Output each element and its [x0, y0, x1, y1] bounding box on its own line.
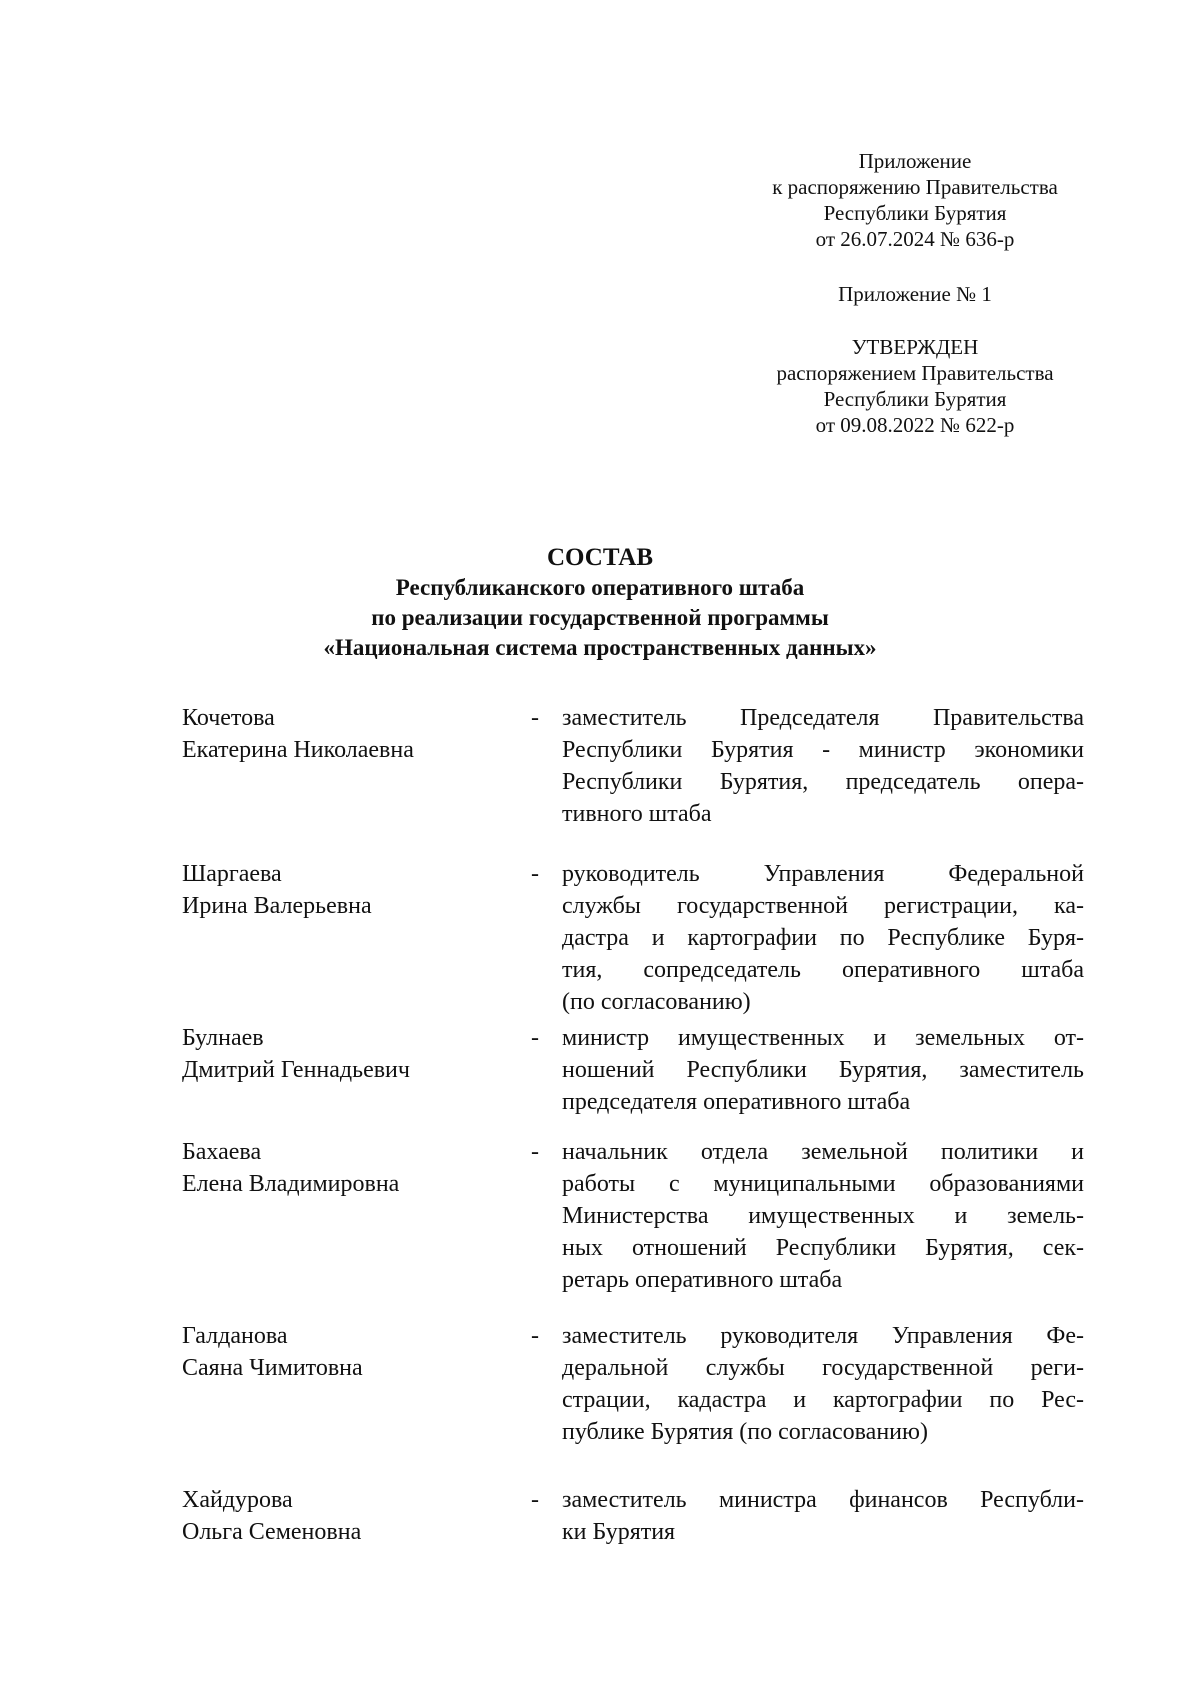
title-main: СОСТАВ — [546, 544, 654, 571]
title-line: «Национальная система пространственных данных» — [323, 635, 877, 660]
member-role-line: ретарь оперативного штаба — [562, 1267, 843, 1293]
approved-line: от 09.08.2022 № 622-р — [815, 413, 1015, 437]
appendix-number-line: Приложение № 1 — [838, 282, 992, 306]
member-role-line: заместитель Председателя Правительства — [562, 705, 1084, 731]
member-surname: Кочетова — [182, 705, 275, 731]
member-given-name: Елена Владимировна — [182, 1171, 400, 1197]
member-role — [562, 1320, 1084, 1448]
appendix-line: Республики Бурятия — [823, 201, 1007, 225]
appendix-line: Приложение — [858, 149, 972, 173]
member-surname: Галданова — [182, 1323, 288, 1349]
member-role-line: ки Бурятия — [562, 1519, 676, 1545]
member-role-line: руководитель Управления Федеральной — [562, 861, 1084, 887]
member-role — [562, 1022, 1084, 1118]
member-name — [182, 1136, 512, 1200]
member-name — [182, 1022, 512, 1086]
member-dash: - — [531, 1139, 539, 1165]
member-given-name: Саяна Чимитовна — [182, 1355, 363, 1381]
member-role-line: работы с муниципальными образованиями — [562, 1171, 1084, 1197]
member-role-line: Республики Бурятия - министр экономики — [562, 737, 1084, 763]
member-role-line: заместитель руководителя Управления Фе- — [562, 1323, 1084, 1349]
member-role-line: министр имущественных и земельных от- — [562, 1025, 1084, 1051]
member-name — [182, 1320, 512, 1384]
member-surname: Хайдурова — [182, 1487, 293, 1513]
member-name — [182, 858, 512, 922]
appendix-line: к распоряжению Правительства — [772, 175, 1058, 199]
member-given-name: Екатерина Николаевна — [182, 737, 414, 763]
member-role-line: ношений Республики Бурятия, заместитель — [562, 1057, 1084, 1083]
member-name — [182, 1484, 512, 1548]
member-role-line: ных отношений Республики Бурятия, сек- — [562, 1235, 1084, 1261]
member-given-name: Дмитрий Геннадьевич — [182, 1057, 410, 1083]
member-role-line: Министерства имущественных и земель- — [562, 1203, 1084, 1229]
member-surname: Булнаев — [182, 1025, 264, 1051]
title-line: Республиканского оперативного штаба — [395, 575, 805, 600]
member-role-line: тия, сопредседатель оперативного штаба — [562, 957, 1084, 983]
member-dash: - — [531, 1323, 539, 1349]
member-given-name: Ирина Валерьевна — [182, 893, 372, 919]
member-role-line: Республики Бурятия, председатель опера- — [562, 769, 1084, 795]
member-dash: - — [531, 1025, 539, 1051]
member-role — [562, 858, 1084, 1018]
member-dash: - — [531, 705, 539, 731]
approved-line: распоряжением Правительства — [776, 361, 1054, 385]
member-role — [562, 1484, 1084, 1548]
member-role — [562, 702, 1084, 830]
member-surname: Бахаева — [182, 1139, 262, 1165]
approved-line: УТВЕРЖДЕН — [851, 335, 979, 359]
member-dash: - — [531, 1487, 539, 1513]
member-role-line: дастра и картографии по Республике Буря- — [562, 925, 1084, 951]
member-dash: - — [531, 861, 539, 887]
member-name — [182, 702, 512, 766]
member-role-line: начальник отдела земельной политики и — [562, 1139, 1084, 1165]
member-role-line: председателя оперативного штаба — [562, 1089, 911, 1115]
approved-header — [750, 334, 1080, 438]
approved-line: Республики Бурятия — [823, 387, 1007, 411]
member-role-line: страции, кадастра и картографии по Рес- — [562, 1387, 1084, 1413]
appendix-line: от 26.07.2024 № 636-р — [815, 227, 1015, 251]
member-given-name: Ольга Семеновна — [182, 1519, 362, 1545]
document-title — [0, 543, 1200, 663]
member-role-line: (по согласованию) — [562, 989, 751, 1015]
member-role-line: заместитель министра финансов Республи- — [562, 1487, 1084, 1513]
member-role — [562, 1136, 1084, 1296]
appendix-number — [750, 281, 1080, 307]
title-line: по реализации государственной программы — [371, 605, 829, 630]
member-role-line: публике Бурятия (по согласованию) — [562, 1419, 928, 1445]
member-surname: Шаргаева — [182, 861, 282, 887]
member-role-line: службы государственной регистрации, ка- — [562, 893, 1084, 919]
appendix-header — [750, 148, 1080, 252]
member-role-line: тивного штаба — [562, 801, 712, 827]
member-role-line: деральной службы государственной реги- — [562, 1355, 1084, 1381]
